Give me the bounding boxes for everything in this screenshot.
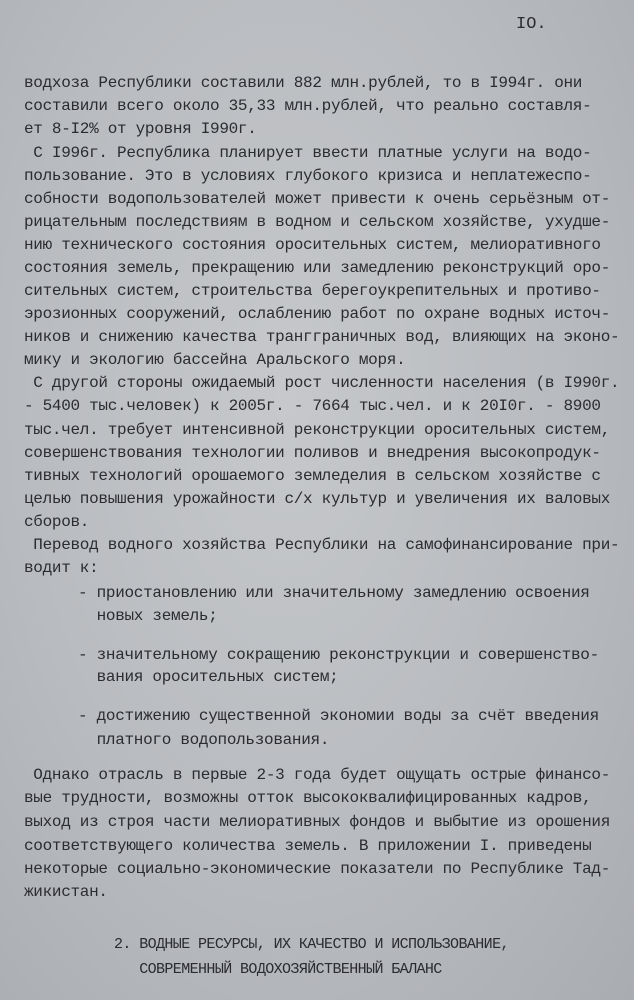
bullet-item: - значительному сокращению реконструкции и совершенство- xyxy=(78,646,599,664)
text-line: пользование. Это в условиях глубокого кризиса и неплатежеспо- xyxy=(24,167,592,185)
text-line: мику и экологию бассейна Аральского моря. xyxy=(24,351,406,369)
page-number: IO. xyxy=(516,15,547,34)
text-line: сборов. xyxy=(24,513,90,531)
text-line: рицательным последствиям в водном и сельском хозяйстве, ухудше- xyxy=(24,213,610,231)
text-line: вые трудности, возможны отток высококвалифицированных кадров, xyxy=(24,789,592,807)
text-line: целью повышения урожайности с/х культур и увеличения их валовых xyxy=(24,490,610,508)
text-line: некоторые социально-экономические показатели по Республике Тад- xyxy=(24,860,610,878)
text-line: - 5400 тыс.человек) к 2005г. - 7664 тыс.чел. и к 20I0г. - 8900 xyxy=(24,397,601,415)
text-line: выход из строя части мелиоративных фондов и выбытие из орошения xyxy=(24,813,610,831)
text-line: совершенствования технологии поливов и внедрения высокопродук- xyxy=(24,444,601,462)
text-line: соответствующего количества земель. В приложении I. приведены xyxy=(24,837,592,855)
bullet-item: - приостановлению или значительному замедлению освоения xyxy=(78,584,590,602)
text-line: тивных технологий орошаемого земледелия в сельском хозяйстве с xyxy=(24,467,601,485)
text-line: жикистан. xyxy=(24,883,108,901)
text-line: водхоза Республики составили 882 млн.рублей, то в I994г. они xyxy=(24,74,583,92)
bullet-item: вания оросительных систем; xyxy=(78,668,339,686)
text-line: водит к: xyxy=(24,559,99,577)
text-line: эрозионных сооружений, ослаблению работ по охране водных источ- xyxy=(24,305,610,323)
text-line: С другой стороны ожидаемый рост численности населения (в I990г. xyxy=(24,374,620,392)
section-heading: СОВРЕМЕННЫЙ ВОДОХОЗЯЙСТВЕННЫЙ БАЛАНС xyxy=(114,961,442,978)
bullet-item: новых земель; xyxy=(78,607,218,625)
bullet-item: платного водопользования. xyxy=(78,731,330,749)
text-line: состояния земель, прекращению или замедлению реконструкций оро- xyxy=(24,259,610,277)
text-line: Перевод водного хозяйства Республики на самофинансирование при- xyxy=(24,536,620,554)
text-line: собности водопользователей может привести к очень серьёзным от- xyxy=(24,190,610,208)
text-line: ников и снижению качества трангграничных вод, влияющих на эконо- xyxy=(24,328,620,346)
text-line: ет 8-I2% от уровня I990г. xyxy=(24,120,257,138)
text-line: сительных систем, строительства берегоукрепительных и противо- xyxy=(24,282,601,300)
text-line: тыс.чел. требует интенсивной реконструкции оросительных систем, xyxy=(24,421,610,439)
section-heading: 2. ВОДНЫЕ РЕСУРСЫ, ИХ КАЧЕСТВО И ИСПОЛЬЗОВАНИЕ, xyxy=(114,936,509,953)
bullet-item: - достижению существенной экономии воды за счёт введения xyxy=(78,707,599,725)
text-line: Однако отрасль в первые 2-3 года будет ощущать острые финансо- xyxy=(24,766,610,784)
text-line: С I996г. Республика планирует ввести платные услуги на водо- xyxy=(24,144,592,162)
text-line: составили всего около 35,33 млн.рублей, что реально составля- xyxy=(24,97,592,115)
text-line: нию технического состояния оросительных систем, мелиоративного xyxy=(24,236,601,254)
